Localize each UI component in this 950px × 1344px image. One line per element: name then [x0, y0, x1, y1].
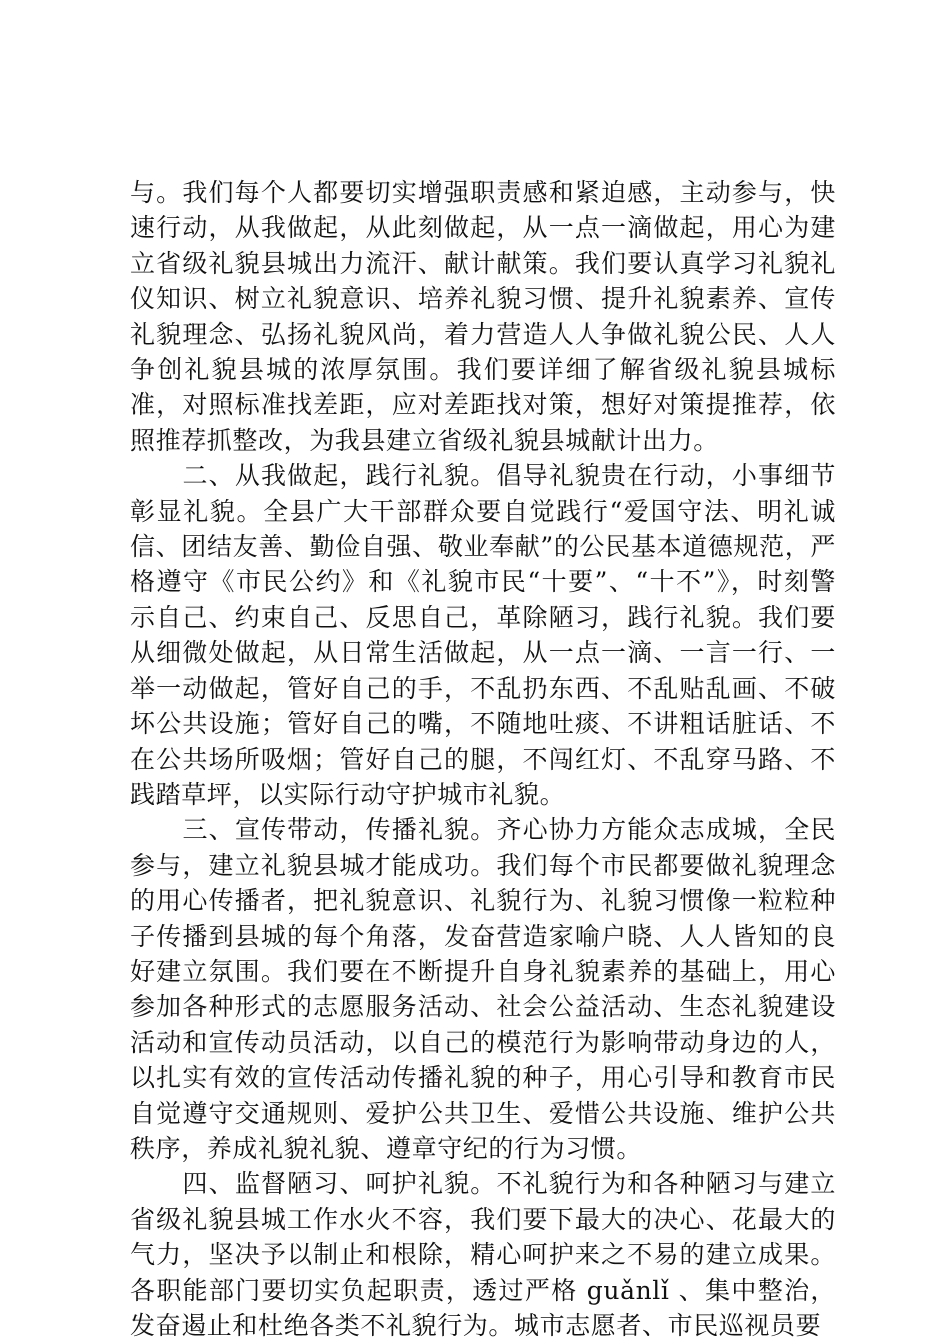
document-body [130, 175, 836, 1343]
paragraph-4: 四、监督陋习、呵护礼貌。不礼貌行为和各种陋习与建立省级礼貌县城工作水火不容，我们要下最大的决心、花最大的气力，坚决予以制止和根除，精心呵护来之不易的建立成果。各职能部门要切实负起职责，透过严格 guǎnlǐ 、集中整治，发奋遏止和杜绝各类不礼貌行为。城市志愿者、市民巡视员要 [130, 1169, 836, 1340]
paragraph-3: 三、宣传带动，传播礼貌。齐心协力方能众志成城，全民参与，建立礼貌县城才能成功。我们每个市民都要做礼貌理念的用心传播者，把礼貌意识、礼貌行为、礼貌习惯像一粒粒种子传播到县城的每个角落，发奋营造家喻户晓、人人皆知的良好建立氛围。我们要在不断提升自身礼貌素养的基础上，用心参加各种形式的志愿服务活动、社会公益活动、生态礼貌建设活动和宣传动员活动，以自己的模范行为影响带动身边的人，以扎实有效的宣传活动传播礼貌的种子，用心引导和教育市民自觉遵守交通规则、爱护公共卫生、爱惜公共设施、维护公共秩序，养成礼貌礼貌、遵章守纪的行为习惯。 [130, 815, 836, 1163]
paragraph-1: 与。我们每个人都要切实增强职责感和紧迫感，主动参与，快速行动，从我做起，从此刻做起，从一点一滴做起，用心为建立省级礼貌县城出力流汗、献计献策。我们要认真学习礼貌礼仪知识、树立礼貌意识、培养礼貌习惯、提升礼貌素养、宣传礼貌理念、弘扬礼貌风尚，着力营造人人争做礼貌公民、人人争创礼貌县城的浓厚氛围。我们要详细了解省级礼貌县城标准，对照标准找差距，应对差距找对策，想好对策提推荐，依照推荐抓整改，为我县建立省级礼貌县城献计出力。 [130, 178, 836, 455]
paragraph-2: 二、从我做起，践行礼貌。倡导礼貌贵在行动，小事细节彰显礼貌。全县广大干部群众要自觉践行“爱国守法、明礼诚信、团结友善、勤俭自强、敬业奉献”的公民基本道德规范，严格遵守《市民公约》和《礼貌市民“十要”、“十不”》，时刻警示自己、约束自己、反思自己，革除陋习，践行礼貌。我们要从细微处做起，从日常生活做起，从一点一滴、一言一行、一举一动做起，管好自己的手，不乱扔东西、不乱贴乱画、不破坏公共设施；管好自己的嘴，不随地吐痰、不讲粗话脏话、不在公共场所吸烟；管好自己的腿，不闯红灯、不乱穿马路、不践踏草坪，以实际行动守护城市礼貌。 [130, 461, 836, 809]
